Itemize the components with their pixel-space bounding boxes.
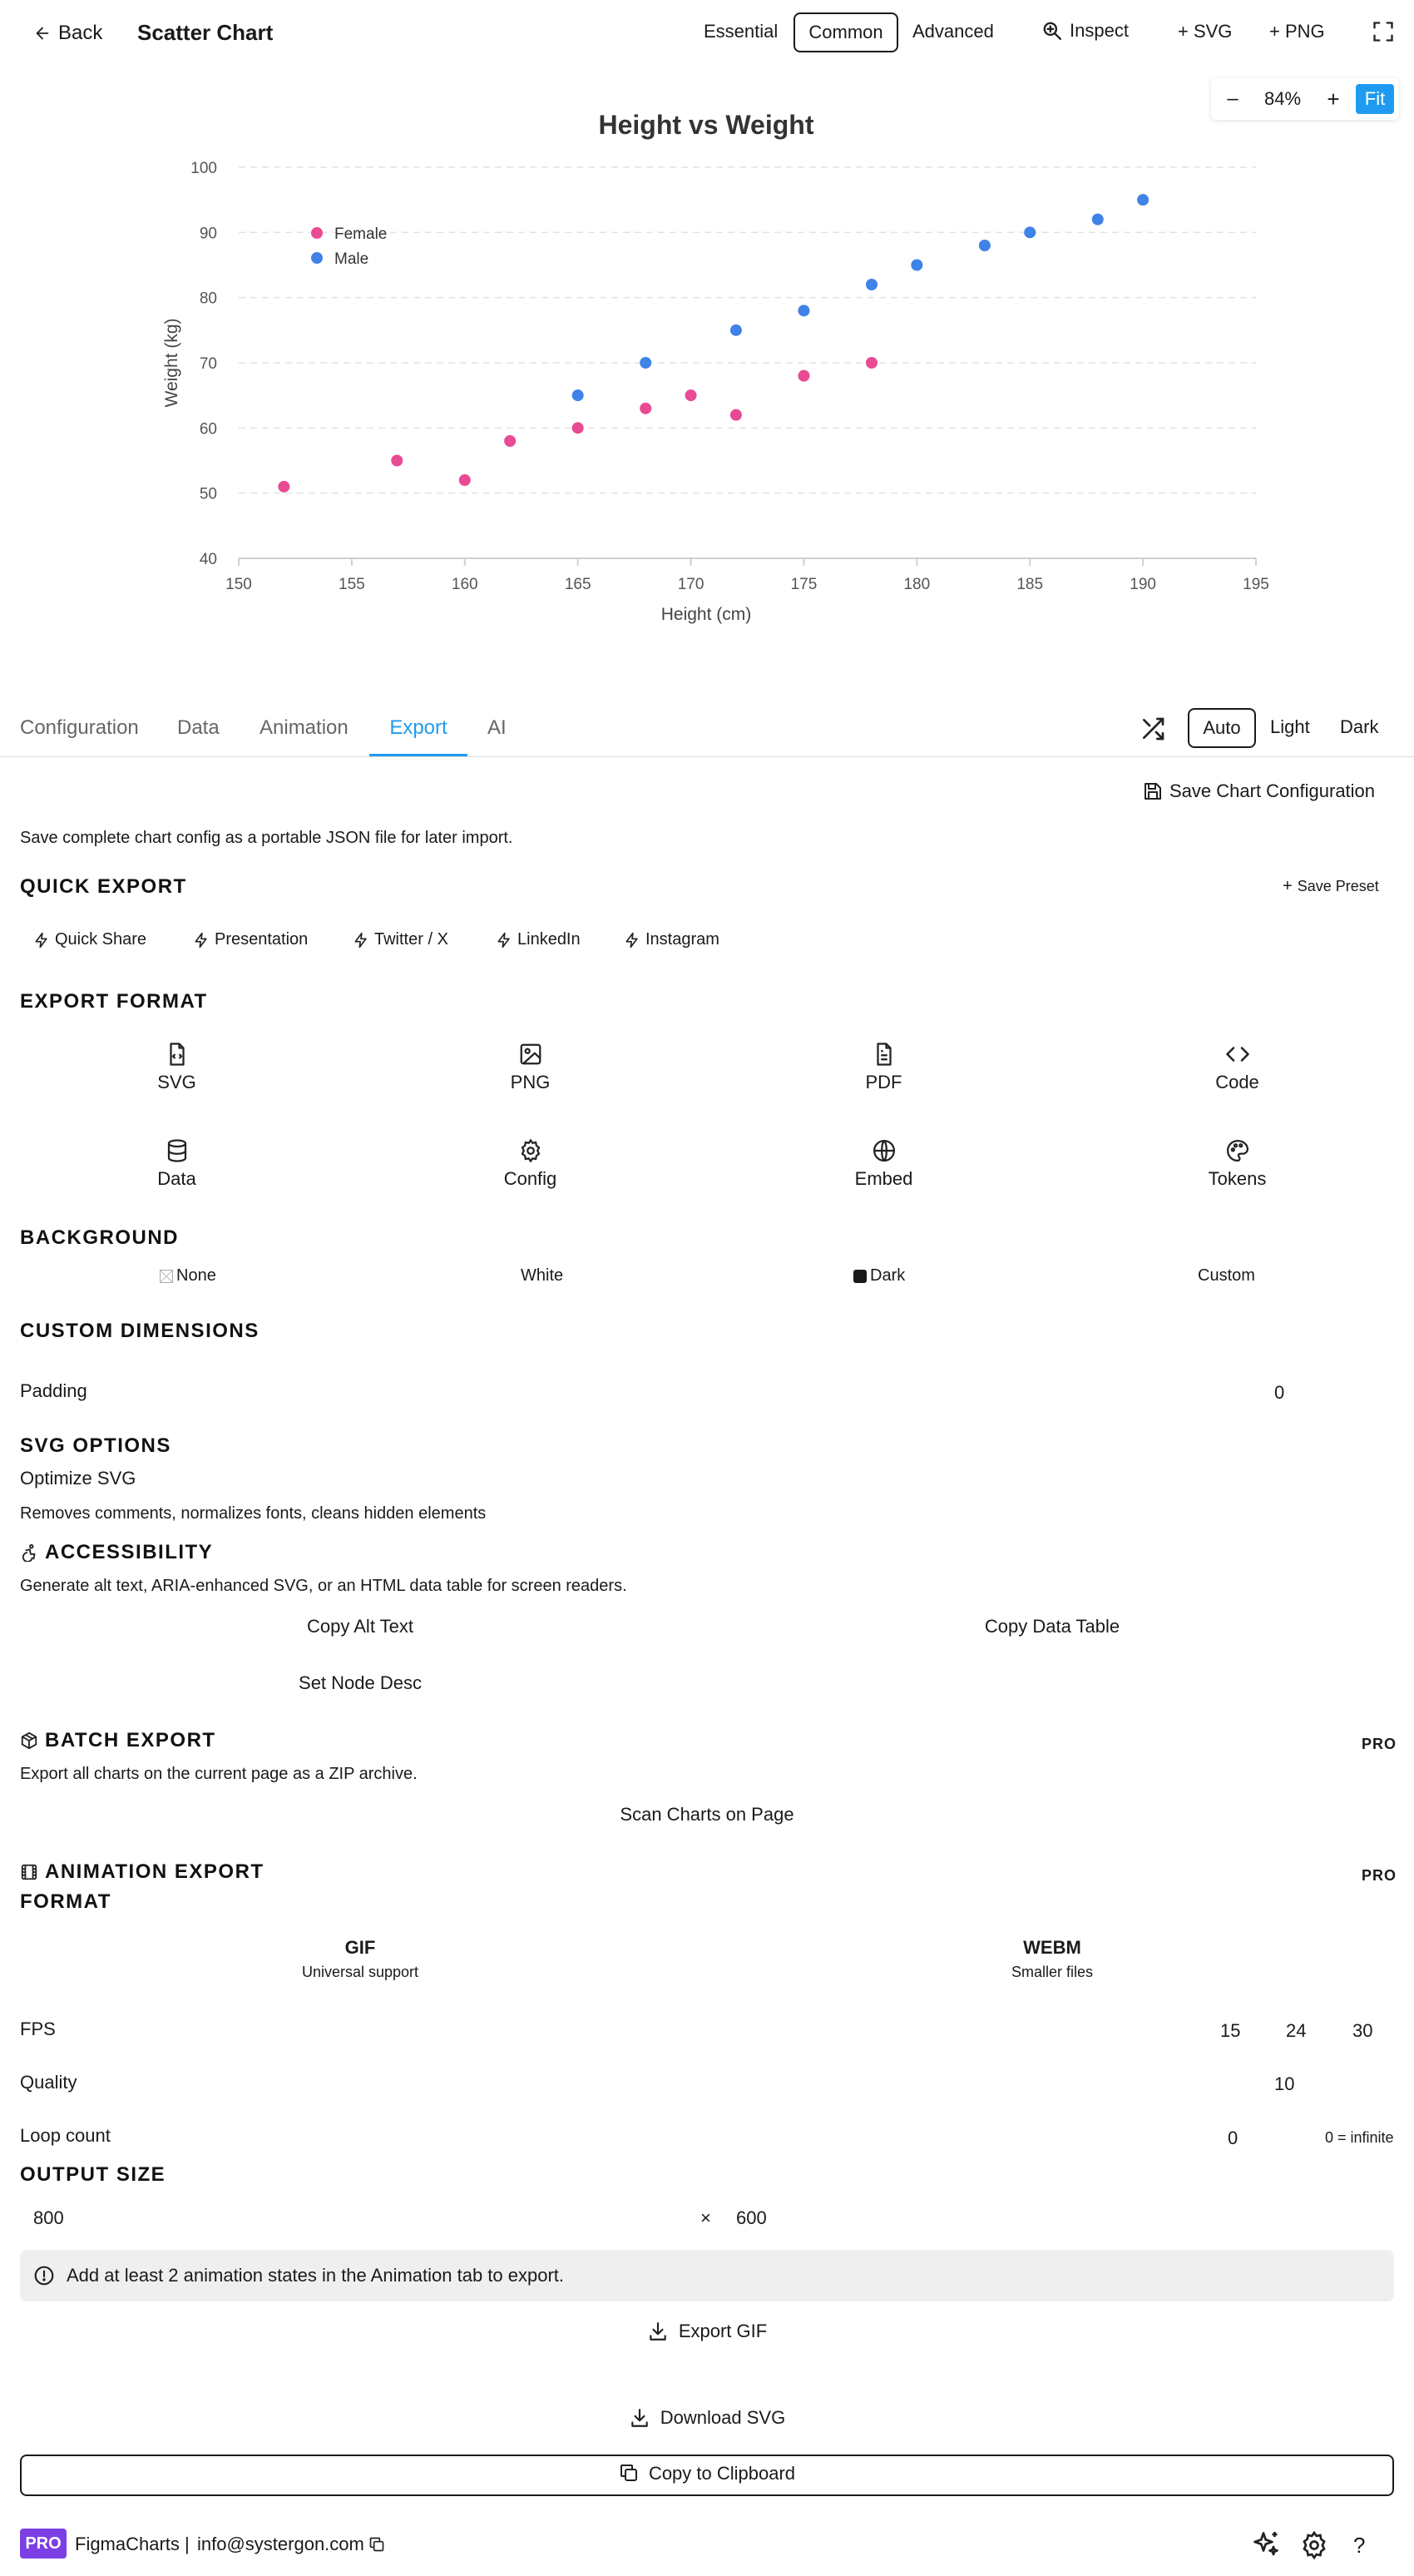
quick-export-label: Instagram xyxy=(645,930,719,949)
dark-swatch-icon xyxy=(853,1270,867,1283)
zoom-in-button[interactable]: + xyxy=(1327,86,1340,111)
footer-brand[interactable]: FigmaCharts xyxy=(75,2534,180,2554)
padding-label: Padding xyxy=(20,1380,87,1401)
data-point-female xyxy=(278,481,289,493)
y-tick-label: 90 xyxy=(199,225,217,243)
animation-export-heading-row xyxy=(20,1860,265,1884)
format-config-label: Config xyxy=(503,1168,557,1189)
chart-title: Height vs Weight xyxy=(598,110,814,140)
data-point-male xyxy=(1024,226,1036,238)
format-pdf-label: PDF xyxy=(865,1072,902,1092)
loop-count-label: Loop count xyxy=(20,2125,111,2146)
accessibility-description: Generate alt text, ARIA-enhanced SVG, or an HTML data table for screen readers. xyxy=(20,1577,627,1595)
download-svg-button[interactable] xyxy=(457,2405,957,2431)
tab-export[interactable]: Export xyxy=(369,716,467,757)
x-tick-label: 155 xyxy=(339,576,365,593)
background-dark-label: Dark xyxy=(870,1266,906,1285)
page-title: Scatter Chart xyxy=(137,20,274,45)
data-point-female xyxy=(391,455,403,467)
data-point-male xyxy=(1137,194,1149,206)
output-size-heading: OUTPUT SIZE xyxy=(20,2163,166,2186)
accessibility-heading-row xyxy=(20,1541,213,1564)
gif-title: GIF xyxy=(344,1937,376,1958)
format-tokens-label: Tokens xyxy=(1208,1168,1267,1189)
format-png-label: PNG xyxy=(510,1072,551,1092)
info-icon xyxy=(33,2265,55,2286)
mode-tab-common-label: Common xyxy=(808,22,883,42)
film-icon xyxy=(20,1863,38,1881)
y-tick-label: 60 xyxy=(199,420,217,438)
legend-marker-male xyxy=(311,252,323,264)
format-embed[interactable] xyxy=(707,1138,1060,1190)
fps-label: FPS xyxy=(20,2019,56,2039)
batch-export-description: Export all charts on the current page as a ZIP archive. xyxy=(20,1765,418,1783)
animation-notice-text: Add at least 2 animation states in the Animation tab to export. xyxy=(67,2265,565,2286)
fps-option-30[interactable]: 30 xyxy=(1352,2020,1373,2041)
theme-dark[interactable]: Dark xyxy=(1340,716,1379,737)
theme-auto[interactable] xyxy=(1188,708,1256,748)
webm-title: WEBM xyxy=(1023,1937,1081,1958)
background-custom[interactable]: Custom xyxy=(1198,1266,1255,1285)
data-point-male xyxy=(1092,214,1104,225)
tab-animation[interactable]: Animation xyxy=(260,716,349,739)
export-gif-button[interactable] xyxy=(457,2318,957,2345)
save-icon xyxy=(1143,781,1163,801)
zap-icon xyxy=(496,932,512,949)
data-point-female xyxy=(685,389,697,401)
y-tick-label: 80 xyxy=(199,290,217,308)
format-gif-option[interactable] xyxy=(194,1937,527,1981)
background-none[interactable] xyxy=(160,1266,216,1286)
download-icon xyxy=(629,2407,650,2429)
tab-divider xyxy=(0,756,1414,757)
format-data-label: Data xyxy=(157,1168,196,1189)
data-point-female xyxy=(798,370,809,382)
animation-notice xyxy=(20,2250,1394,2301)
inspect-label: Inspect xyxy=(1070,20,1129,41)
data-point-male xyxy=(730,324,742,336)
format-svg[interactable] xyxy=(0,1042,354,1093)
export-format-row-2 xyxy=(0,1138,1414,1190)
arrow-left-icon xyxy=(33,24,52,42)
animation-export-heading: ANIMATION EXPORT xyxy=(45,1860,265,1883)
gear-icon xyxy=(518,1138,543,1163)
settings-gear-icon[interactable] xyxy=(1299,2530,1329,2560)
data-point-male xyxy=(866,279,878,290)
legend-label-female: Female xyxy=(334,225,388,243)
x-tick-label: 170 xyxy=(677,576,705,593)
zap-icon xyxy=(193,932,210,949)
zoom-in-icon xyxy=(1041,20,1063,42)
format-webm-option[interactable] xyxy=(886,1937,1219,1981)
quick-export-instagram[interactable] xyxy=(624,930,757,949)
set-node-desc-button[interactable]: Set Node Desc xyxy=(299,1672,422,1693)
format-code-label: Code xyxy=(1215,1072,1259,1092)
webm-subtitle: Smaller files xyxy=(1011,1964,1094,1980)
format-config[interactable] xyxy=(354,1138,707,1190)
padding-input[interactable]: 0 xyxy=(1274,1382,1285,1403)
package-icon xyxy=(20,1731,38,1750)
export-format-heading: EXPORT FORMAT xyxy=(20,990,208,1013)
data-point-female xyxy=(730,409,742,421)
theme-auto-label: Auto xyxy=(1203,717,1241,738)
copy-icon xyxy=(619,2463,639,2483)
y-tick-label: 70 xyxy=(199,355,217,373)
x-tick-label: 180 xyxy=(903,576,931,593)
save-chart-config-button[interactable] xyxy=(1143,780,1375,802)
quality-label: Quality xyxy=(20,2072,77,2093)
data-point-male xyxy=(798,305,809,316)
output-height-input[interactable]: 600 xyxy=(736,2207,767,2228)
data-point-male xyxy=(572,389,584,401)
optimize-svg-description: Removes comments, normalizes fonts, cleans hidden elements xyxy=(20,1504,487,1523)
data-point-female xyxy=(572,422,584,433)
y-tick-label: 100 xyxy=(190,160,217,177)
tab-configuration[interactable]: Configuration xyxy=(20,716,139,739)
copy-data-table-button[interactable]: Copy Data Table xyxy=(984,1616,1120,1637)
copy-email-icon[interactable] xyxy=(368,2536,385,2553)
quick-export-quick-share[interactable] xyxy=(33,930,193,949)
y-tick-label: 50 xyxy=(199,485,217,503)
legend-marker-female xyxy=(311,227,323,239)
footer-pro-badge[interactable]: PRO xyxy=(20,2529,67,2559)
x-tick-label: 190 xyxy=(1130,576,1156,593)
format-png[interactable] xyxy=(354,1042,707,1093)
footer-separator: | xyxy=(185,2534,190,2554)
format-tokens[interactable] xyxy=(1060,1138,1414,1190)
zap-icon xyxy=(33,932,50,949)
x-tick-label: 195 xyxy=(1243,576,1269,593)
chart-y-axis-label: Weight (kg) xyxy=(162,318,181,408)
inspect-button[interactable] xyxy=(1041,20,1129,42)
shuffle-icon[interactable] xyxy=(1140,716,1166,742)
help-button[interactable]: ? xyxy=(1353,2533,1366,2558)
tab-data[interactable]: Data xyxy=(177,716,220,739)
data-point-female xyxy=(504,435,516,447)
back-button[interactable] xyxy=(33,18,102,48)
x-tick-label: 175 xyxy=(790,576,818,593)
add-png-button[interactable]: + PNG xyxy=(1269,21,1325,42)
theme-light[interactable]: Light xyxy=(1270,716,1310,737)
quick-export-label: Presentation xyxy=(215,930,309,949)
x-tick-label: 150 xyxy=(225,576,252,593)
batch-pro-badge: PRO xyxy=(1362,1736,1397,1752)
zoom-value: 84% xyxy=(1263,88,1302,109)
background-heading: BACKGROUND xyxy=(20,1226,179,1249)
palette-icon xyxy=(1225,1138,1250,1163)
optimize-svg-label[interactable]: Optimize SVG xyxy=(20,1468,136,1489)
custom-dimensions-heading: CUSTOM DIMENSIONS xyxy=(20,1320,260,1342)
plus-icon: + xyxy=(1283,877,1293,895)
mode-tab-essential[interactable]: Essential xyxy=(704,21,779,42)
format-svg-label: SVG xyxy=(157,1072,196,1092)
output-width-input[interactable]: 800 xyxy=(33,2207,64,2228)
quality-input[interactable]: 10 xyxy=(1274,2073,1295,2094)
animation-pro-badge: PRO xyxy=(1362,1867,1397,1884)
format-embed-label: Embed xyxy=(854,1168,913,1189)
data-point-male xyxy=(979,240,991,251)
format-data[interactable] xyxy=(0,1138,354,1190)
background-dark[interactable] xyxy=(853,1266,905,1286)
database-icon xyxy=(165,1138,190,1163)
zap-icon xyxy=(353,932,369,949)
accessibility-heading: ACCESSIBILITY xyxy=(45,1541,214,1563)
mode-tab-advanced[interactable]: Advanced xyxy=(912,21,994,42)
data-point-female xyxy=(866,357,878,369)
format-pdf[interactable] xyxy=(707,1042,1060,1093)
save-preset-button[interactable] xyxy=(1283,877,1379,896)
copy-alt-text-button[interactable]: Copy Alt Text xyxy=(307,1616,413,1637)
file-code-icon xyxy=(165,1042,190,1067)
add-svg-button[interactable]: + SVG xyxy=(1178,21,1233,42)
batch-export-heading-row xyxy=(20,1729,216,1752)
gif-subtitle: Universal support xyxy=(301,1964,419,1980)
quick-export-linkedin[interactable] xyxy=(496,930,624,949)
save-preset-label: Save Preset xyxy=(1297,878,1379,894)
loop-count-hint: 0 = infinite xyxy=(1325,2129,1394,2146)
sparkles-icon[interactable] xyxy=(1251,2529,1281,2559)
batch-export-heading: BATCH EXPORT xyxy=(45,1729,216,1751)
quick-export-label: Quick Share xyxy=(55,930,147,949)
export-format-row-1 xyxy=(0,1042,1414,1093)
quick-export-twitter[interactable] xyxy=(353,930,496,949)
loop-count-input[interactable]: 0 xyxy=(1228,2128,1238,2148)
copy-to-clipboard-button[interactable] xyxy=(20,2455,1394,2496)
fps-option-15[interactable]: 15 xyxy=(1220,2020,1241,2041)
scatter-chart xyxy=(0,92,1414,641)
x-tick-label: 165 xyxy=(564,576,591,593)
save-config-description: Save complete chart config as a portable JSON file for later import. xyxy=(20,829,513,847)
export-gif-label: Export GIF xyxy=(678,2321,768,2341)
scan-charts-button[interactable]: Scan Charts on Page xyxy=(620,1804,794,1825)
tab-ai[interactable]: AI xyxy=(487,716,507,739)
quick-export-heading: QUICK EXPORT xyxy=(20,875,187,898)
svg-options-heading: SVG OPTIONS xyxy=(20,1434,171,1457)
x-tick-label: 185 xyxy=(1016,576,1044,593)
background-white[interactable]: White xyxy=(521,1266,564,1285)
transparent-swatch-icon xyxy=(160,1270,173,1283)
accessibility-icon xyxy=(20,1543,38,1562)
fps-option-24[interactable]: 24 xyxy=(1286,2020,1307,2041)
data-point-female xyxy=(640,403,651,414)
back-label: Back xyxy=(58,22,103,44)
fullscreen-icon[interactable] xyxy=(1372,20,1395,43)
quick-export-label: LinkedIn xyxy=(517,930,581,949)
mode-tab-common[interactable] xyxy=(794,12,898,52)
quick-export-presentation[interactable] xyxy=(193,930,353,949)
file-text-icon xyxy=(872,1042,897,1067)
format-code[interactable] xyxy=(1060,1042,1414,1093)
download-svg-label: Download SVG xyxy=(660,2407,786,2428)
zap-icon xyxy=(624,932,640,949)
zoom-out-button[interactable]: – xyxy=(1227,87,1238,110)
copy-to-clipboard-label: Copy to Clipboard xyxy=(648,2463,796,2484)
save-chart-config-label: Save Chart Configuration xyxy=(1169,780,1376,801)
background-none-label: None xyxy=(176,1266,216,1285)
output-size-times: × xyxy=(700,2207,711,2228)
legend-label-male: Male xyxy=(334,250,369,268)
data-point-female xyxy=(459,474,471,486)
chart-x-axis-label: Height (cm) xyxy=(660,605,752,624)
code-icon xyxy=(1225,1042,1250,1067)
globe-icon xyxy=(872,1138,897,1163)
data-point-male xyxy=(640,357,651,369)
quick-export-label: Twitter / X xyxy=(374,930,448,949)
image-icon xyxy=(518,1042,543,1067)
download-icon xyxy=(647,2321,669,2342)
zoom-fit-button[interactable]: Fit xyxy=(1356,84,1394,114)
animation-format-heading: FORMAT xyxy=(20,1890,111,1913)
footer-email[interactable]: info@systergon.com xyxy=(197,2534,364,2554)
x-tick-label: 160 xyxy=(451,576,478,593)
data-point-male xyxy=(911,260,922,271)
y-tick-label: 40 xyxy=(199,551,217,568)
quick-export-list xyxy=(33,930,757,949)
